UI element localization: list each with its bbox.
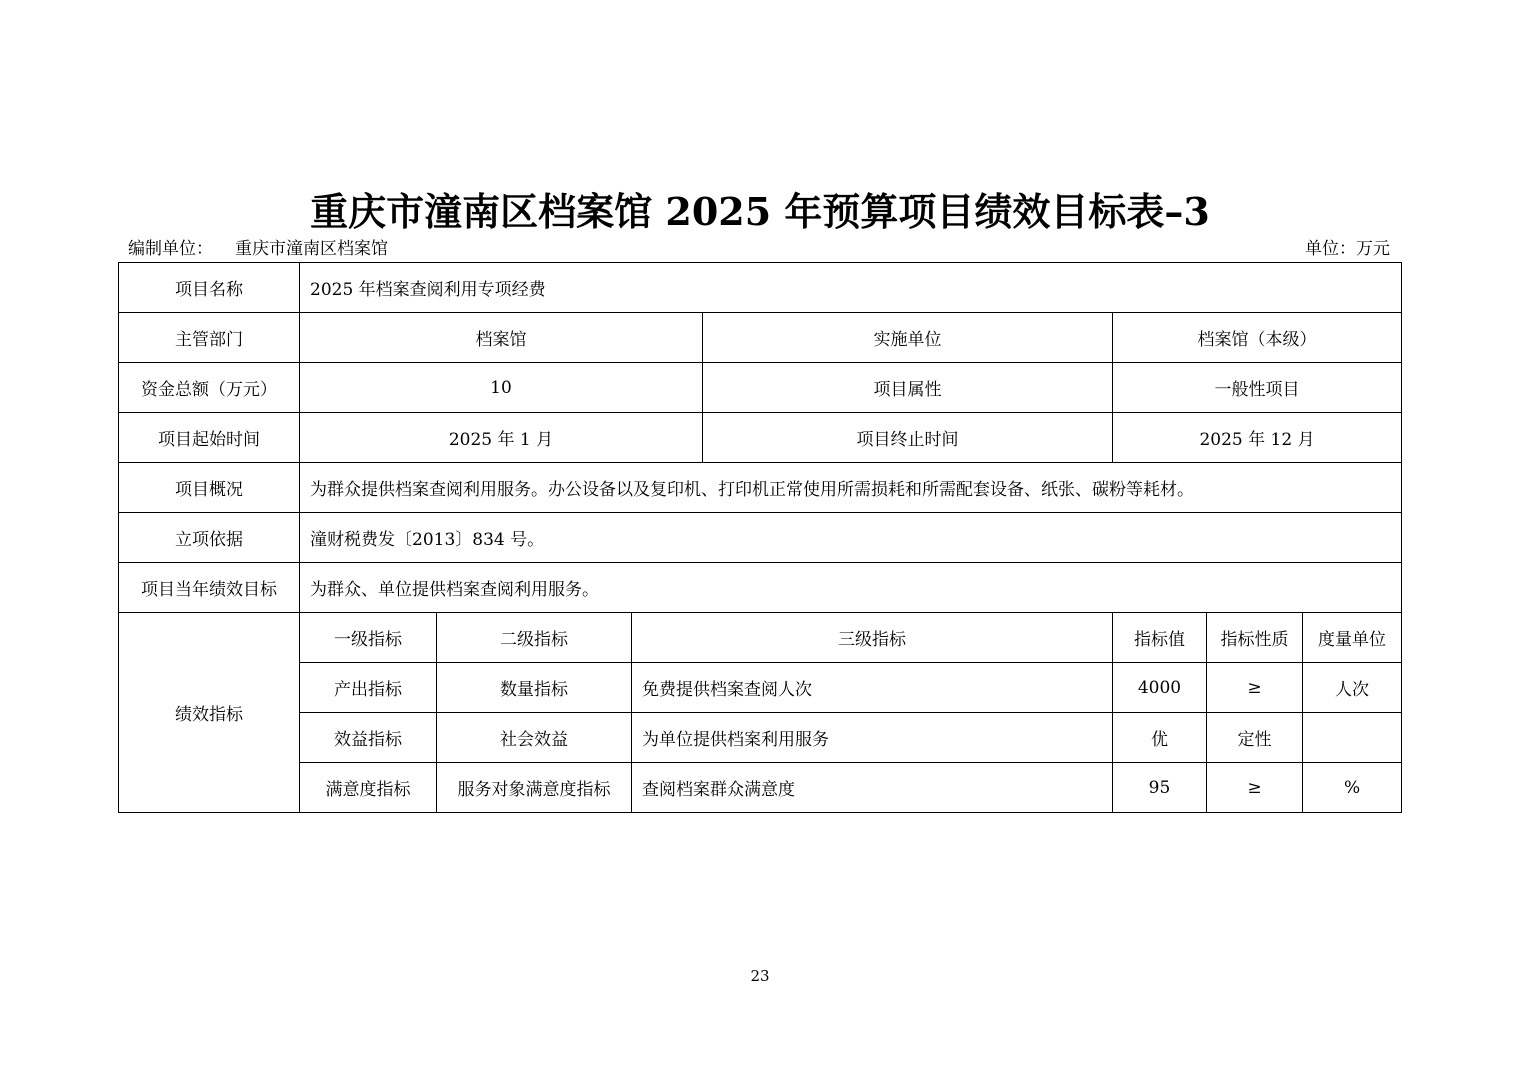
impl-unit-label: 实施单位: [703, 313, 1113, 363]
indicator-level3: 免费提供档案查阅人次: [632, 663, 1113, 713]
start-time-label: 项目起始时间: [119, 413, 300, 463]
compiling-unit-label: 编制单位：: [128, 239, 213, 259]
indicator-level2: 数量指标: [437, 663, 632, 713]
start-time-value: 2025 年 1 月: [300, 413, 703, 463]
table-row-goal: [119, 563, 1402, 613]
indicator-level1: 产出指标: [300, 663, 437, 713]
funds-label: 资金总额（万元）: [119, 363, 300, 413]
indicator-nature: 定性: [1207, 713, 1303, 763]
table-row-project-name: [119, 263, 1402, 313]
indicator-unit: %: [1303, 763, 1402, 813]
end-time-value: 2025 年 12 月: [1113, 413, 1402, 463]
indicator-value: 4000: [1113, 663, 1207, 713]
goal-value: 为群众、单位提供档案查阅利用服务。: [300, 563, 1402, 613]
indicator-header-level1: 一级指标: [300, 613, 437, 663]
performance-target-table: [118, 262, 1402, 813]
indicator-row: [119, 713, 1402, 763]
page-title: 重庆市潼南区档案馆 2025 年预算项目绩效目标表–3: [310, 189, 1210, 234]
page-number: 23: [750, 967, 770, 985]
indicator-level3: 为单位提供档案利用服务: [632, 713, 1113, 763]
table-row-basis: [119, 513, 1402, 563]
funds-value: 10: [300, 363, 703, 413]
indicator-nature: ≥: [1207, 763, 1303, 813]
indicator-level1: 满意度指标: [300, 763, 437, 813]
indicator-unit: [1303, 713, 1402, 763]
indicator-unit: 人次: [1303, 663, 1402, 713]
basis-value: 潼财税费发〔2013〕834 号。: [300, 513, 1402, 563]
overview-value: 为群众提供档案查阅利用服务。办公设备以及复印机、打印机正常使用所需损耗和所需配套设备、纸张、碳粉等耗材。: [300, 463, 1402, 513]
department-label: 主管部门: [119, 313, 300, 363]
indicator-nature: ≥: [1207, 663, 1303, 713]
indicator-header-level2: 二级指标: [437, 613, 632, 663]
indicator-level2: 社会效益: [437, 713, 632, 763]
indicator-header-level3: 三级指标: [632, 613, 1113, 663]
indicator-level1: 效益指标: [300, 713, 437, 763]
department-value: 档案馆: [300, 313, 703, 363]
table-row-overview: [119, 463, 1402, 513]
indicator-header-row: [119, 613, 1402, 663]
indicator-row: [119, 763, 1402, 813]
end-time-label: 项目终止时间: [703, 413, 1113, 463]
goal-label: 项目当年绩效目标: [119, 563, 300, 613]
indicator-value: 优: [1113, 713, 1207, 763]
project-name-label: 项目名称: [119, 263, 300, 313]
table-row-funds: [119, 363, 1402, 413]
project-attr-label: 项目属性: [703, 363, 1113, 413]
indicator-header-nature: 指标性质: [1207, 613, 1303, 663]
indicator-header-unit: 度量单位: [1303, 613, 1402, 663]
impl-unit-value: 档案馆（本级）: [1113, 313, 1402, 363]
table-row-period: [119, 413, 1402, 463]
indicator-value: 95: [1113, 763, 1207, 813]
compiling-unit: [128, 238, 388, 260]
indicators-label: 绩效指标: [119, 613, 300, 813]
indicator-level2: 服务对象满意度指标: [437, 763, 632, 813]
table-row-department: [119, 313, 1402, 363]
project-attr-value: 一般性项目: [1113, 363, 1402, 413]
basis-label: 立项依据: [119, 513, 300, 563]
overview-label: 项目概况: [119, 463, 300, 513]
project-name-value: 2025 年档案查阅利用专项经费: [300, 263, 1402, 313]
indicator-header-value: 指标值: [1113, 613, 1207, 663]
compiling-unit-name: 重庆市潼南区档案馆: [235, 239, 388, 259]
indicator-level3: 查阅档案群众满意度: [632, 763, 1113, 813]
indicator-row: [119, 663, 1402, 713]
money-unit: 单位：万元: [1305, 239, 1390, 259]
